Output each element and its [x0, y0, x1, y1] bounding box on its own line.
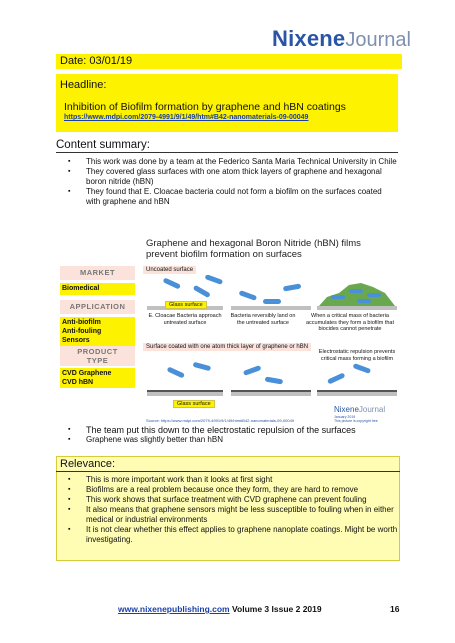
figure-title-line2: prevent biofilm formation on surfaces	[146, 249, 302, 260]
application-item: Anti-fouling	[62, 328, 102, 335]
market-value: Biomedical	[60, 283, 135, 295]
caption-4: Electrostatic repulsion prevents critical mass forming a biofilm	[318, 349, 396, 362]
uncoated-illustration	[143, 275, 399, 347]
coating-layer-3	[317, 390, 397, 392]
glass-surface-panel3	[317, 306, 397, 310]
glass-surface-coated-3	[317, 392, 397, 396]
list-item: ▪ Graphene was slightly better than hBN	[56, 435, 398, 445]
figure-title-line1: Graphene and hexagonal Boron Nitride (hBN) films	[146, 238, 361, 249]
uncoated-label: Uncoated surface	[143, 266, 196, 274]
glass-surface-coated-1	[147, 392, 223, 396]
relevance-list	[56, 475, 398, 545]
footer-volume: Volume 3 Issue 2 2019	[232, 604, 322, 614]
figure-logo	[334, 405, 385, 414]
list-item: ▪ This work shows that surface treatment with CVD graphene can prevent fouling	[56, 495, 398, 505]
figure-title	[146, 238, 361, 260]
content-summary-title: Content summary:	[56, 139, 150, 151]
headline-link[interactable]: https://www.mdpi.com/2079-4991/9/1/49/htm#B42-nanomaterials-09-00049	[64, 114, 309, 121]
product-type-header-1: PRODUCT	[77, 347, 118, 356]
figure-logo-notes	[334, 415, 378, 423]
market-header: MARKET	[60, 266, 135, 280]
product-type-values	[60, 368, 135, 388]
caption-2: Bacteria reversibly land on the untreated surface	[230, 313, 296, 326]
list-item: ▪ This is more important work than it looks at first sight	[56, 475, 398, 485]
after-figure-list	[56, 425, 398, 445]
logo-main-text: Nixene	[272, 26, 346, 51]
product-item: CVD Graphene	[62, 370, 112, 377]
figure-logo-sub: Journal	[358, 405, 386, 414]
application-values	[60, 317, 135, 346]
coated-label: Surface coated with one atom thick layer of graphene or hBN	[143, 343, 311, 351]
headline-label: Headline:	[60, 79, 107, 91]
market-block	[60, 266, 135, 388]
headline-title: Inhibition of Biofilm formation by graphene and hBN coatings	[64, 101, 346, 113]
coating-layer-1	[147, 390, 223, 392]
divider	[56, 471, 400, 472]
glass-surface-coated-2	[231, 392, 311, 396]
coated-illustration	[143, 360, 399, 400]
glass-surface-panel2	[231, 306, 311, 310]
date-bar: Date: 03/01/19	[56, 54, 402, 69]
list-item: ▪ It also means that graphene sensors might be less susceptible to fouling when in either medical or industrial environments	[56, 505, 398, 525]
product-type-header	[60, 346, 135, 366]
figure-logo-note-2: This picture is copyright free	[334, 419, 378, 423]
caption-3: When a critical mass of bacteria accumulates they form a biofilm that biocides cannot penetrate	[305, 313, 395, 332]
coating-layer-2	[231, 390, 311, 392]
list-item: ▪ They covered glass surfaces with one atom thick layers of graphene and hexagonal boron nitride (hBN)	[56, 167, 398, 187]
figure-logo-main: Nixene	[334, 405, 359, 414]
bacteria-group-2	[239, 283, 302, 304]
bacteria-group-1	[163, 275, 224, 298]
glass-surface-label-2: Glass surface	[173, 400, 215, 408]
page-number: 16	[390, 604, 400, 614]
product-type-header-2: TYPE	[86, 356, 109, 365]
figure-source[interactable]: Source: https://www.mdpi.com/2079-4991/9/1/49/htm#B42-nanomaterials-09-00049	[146, 418, 295, 423]
list-item: ▪ They found that E. Cloacae bacteria could not form a biofilm on the surfaces coated with graphene and hBN	[56, 187, 398, 207]
list-item: ▪ The team put this down to the electrostatic repulsion of the surfaces	[56, 425, 398, 435]
figure-logo-note-1: January 2019	[334, 415, 356, 419]
glass-surface-label: Glass surface	[165, 301, 207, 309]
list-item: ▪ This work was done by a team at the Federico Santa Maria Technical University in Chile	[56, 157, 398, 167]
journal-logo	[272, 26, 412, 52]
relevance-title: Relevance:	[60, 458, 116, 470]
list-item: ▪ It is not clear whether this effect applies to graphene nanoplate coatings. Might be worth investigating.	[56, 525, 398, 545]
logo-sub-text: Journal	[345, 29, 411, 51]
bacteria-group-4	[167, 362, 372, 385]
application-header: APPLICATION	[60, 300, 135, 314]
summary-list	[56, 157, 398, 207]
application-item: Anti-biofilm	[62, 319, 101, 326]
biofilm-mass	[319, 283, 395, 306]
application-item: Sensors	[62, 337, 90, 344]
list-item: ▪ Biofilms are a real problem because once they form, they are hard to remove	[56, 485, 398, 495]
caption-1: E. Cloacae Bacteria approach untreated surface	[148, 313, 222, 326]
footer-link[interactable]: www.nixenepublishing.com	[118, 604, 230, 614]
divider	[56, 152, 398, 153]
product-item: CVD hBN	[62, 379, 94, 386]
